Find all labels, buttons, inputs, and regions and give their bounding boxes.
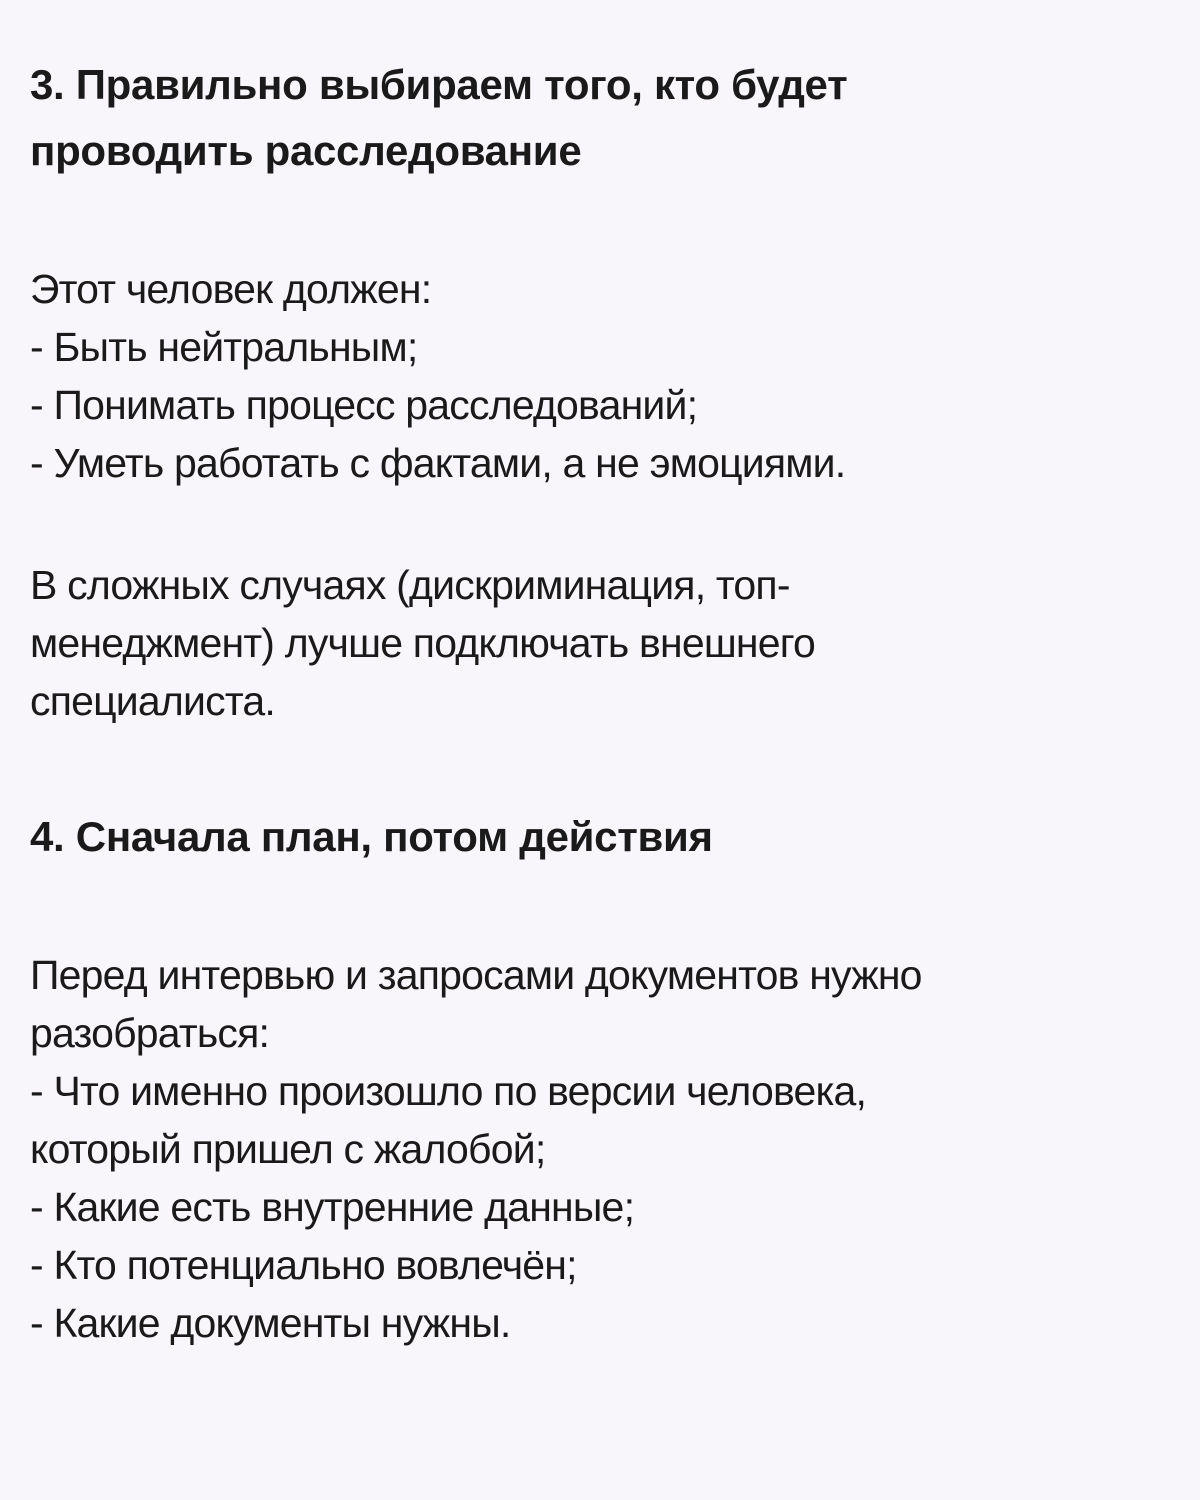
list-item: - Уметь работать с фактами, а не эмоциями. — [30, 440, 846, 486]
list-item: - Какие документы нужны. — [30, 1300, 511, 1346]
text-line: Перед интервью и запросами документов нужно — [30, 952, 922, 998]
text-line: В сложных случаях (дискриминация, топ- — [30, 562, 790, 608]
text-line: менеджмент) лучше подключать внешнего — [30, 620, 816, 666]
section-3-note — [30, 556, 1170, 730]
section-4-heading — [30, 804, 1170, 870]
text-line: который пришел с жалобой; — [30, 1126, 546, 1172]
section-3-requirements — [30, 260, 1170, 492]
heading-line: проводить расследование — [30, 127, 582, 174]
list-item: - Кто потенциально вовлечён; — [30, 1242, 577, 1288]
list-item: - Что именно произошло по версии человека, — [30, 1068, 867, 1114]
text-line: специалиста. — [30, 678, 275, 724]
section-3-heading — [30, 52, 1170, 184]
section-4-body — [30, 946, 1170, 1352]
list-item: - Понимать процесс расследований; — [30, 382, 698, 428]
text-line: Этот человек должен: — [30, 266, 432, 312]
heading-line: 4. Сначала план, потом действия — [30, 813, 713, 860]
heading-line: 3. Правильно выбираем того, кто будет — [30, 61, 848, 108]
list-item: - Какие есть внутренние данные; — [30, 1184, 635, 1230]
text-line: разобраться: — [30, 1010, 270, 1056]
document-page — [30, 52, 1170, 1352]
list-item: - Быть нейтральным; — [30, 324, 418, 370]
